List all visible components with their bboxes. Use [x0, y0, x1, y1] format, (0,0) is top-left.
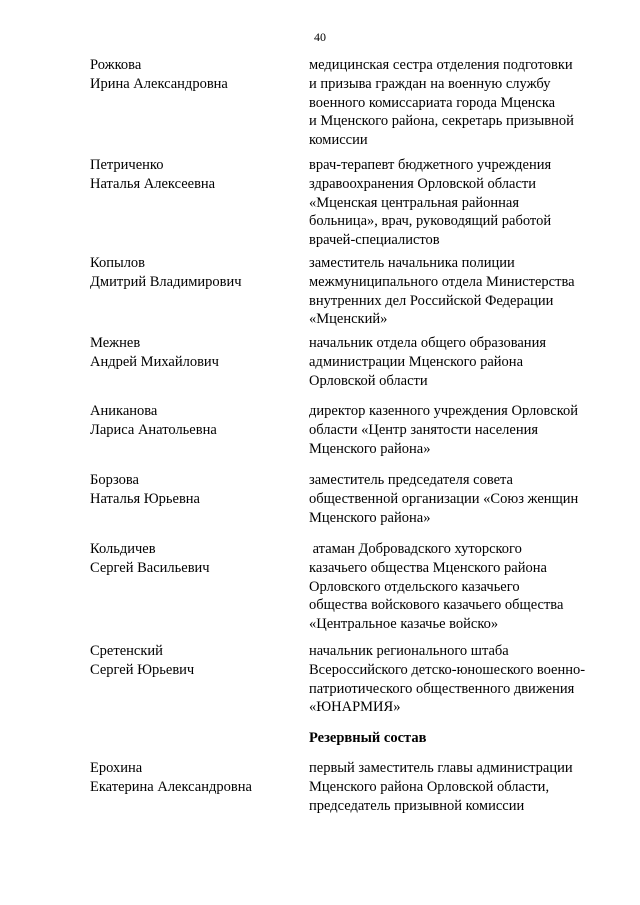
given-names: Сергей Васильевич — [90, 559, 210, 576]
position-line: и призыва граждан на военную службу — [309, 75, 551, 92]
surname: Копылов — [90, 255, 146, 271]
position-line: больница», врач, руководящий работой — [309, 213, 552, 230]
member-position — [309, 402, 578, 458]
position-line: заместитель начальника полиции — [309, 255, 515, 271]
surname: Борзова — [90, 472, 139, 488]
surname: Кольдичев — [90, 541, 156, 557]
member-position — [309, 540, 563, 634]
position-line: «Центральное казачье войско» — [309, 616, 499, 633]
given-names: Лариса Анатольевна — [90, 421, 217, 438]
member-name — [90, 254, 242, 292]
position-line: Орловского отдельского казачьего — [309, 578, 520, 595]
member-name — [90, 156, 215, 194]
member-name — [90, 759, 252, 797]
position-line: председатель призывной комиссии — [309, 797, 525, 814]
surname: Сретенский — [90, 643, 163, 659]
position-line: Всероссийского детско-юношеского военно- — [309, 661, 586, 678]
surname: Аниканова — [90, 403, 158, 419]
position-line: Мценского района» — [309, 440, 431, 457]
member-name — [90, 56, 228, 94]
position-line: врач-терапевт бюджетного учреждения — [309, 157, 552, 173]
given-names: Наталья Юрьевна — [90, 490, 200, 507]
position-line: межмуниципального отдела Министерства — [309, 273, 575, 290]
position-line: здравоохранения Орловской области — [309, 175, 536, 192]
reserve-section-heading: Резервный состав — [309, 730, 427, 746]
member-name — [90, 540, 210, 578]
position-line: «ЮНАРМИЯ» — [309, 699, 401, 716]
position-line: атаман Добровадского хуторского — [309, 541, 522, 557]
member-position — [309, 254, 575, 329]
member-name — [90, 334, 219, 372]
member-name — [90, 402, 217, 440]
member-position — [309, 471, 578, 527]
surname: Ерохина — [90, 760, 143, 776]
position-line: начальник регионального штаба — [309, 643, 509, 659]
given-names: Дмитрий Владимирович — [90, 273, 242, 290]
surname: Рожкова — [90, 57, 142, 73]
given-names: Сергей Юрьевич — [90, 661, 195, 678]
given-names: Екатерина Александровна — [90, 778, 252, 795]
position-line: Мценского района Орловской области, — [309, 778, 550, 795]
member-position — [309, 334, 546, 390]
position-line: общества войскового казачьего общества — [309, 597, 564, 614]
member-position — [309, 56, 574, 150]
position-line: Мценского района» — [309, 509, 431, 526]
position-line: «Мценский» — [309, 311, 388, 328]
position-line: общественной организации «Союз женщин — [309, 490, 579, 507]
member-position — [309, 642, 585, 717]
given-names: Ирина Александровна — [90, 75, 228, 92]
position-line: директор казенного учреждения Орловской — [309, 403, 579, 419]
position-line: военного комиссариата города Мценска — [309, 94, 556, 111]
surname: Петриченко — [90, 157, 164, 173]
position-line: «Мценская центральная районная — [309, 194, 520, 211]
position-line: администрации Мценского района — [309, 353, 524, 370]
position-line: врачей-специалистов — [309, 232, 440, 249]
position-line: заместитель председателя совета — [309, 472, 513, 488]
member-position — [309, 759, 573, 815]
position-line: медицинская сестра отделения подготовки — [309, 57, 573, 73]
position-line: области «Центр занятости населения — [309, 421, 539, 438]
position-line: первый заместитель главы администрации — [309, 760, 573, 776]
given-names: Андрей Михайлович — [90, 353, 219, 370]
surname: Межнев — [90, 335, 141, 351]
position-line: Орловской области — [309, 372, 428, 389]
member-name — [90, 471, 200, 509]
member-position — [309, 156, 551, 250]
position-line: внутренних дел Российской Федерации — [309, 292, 554, 309]
position-line: комиссии — [309, 132, 368, 149]
member-name — [90, 642, 194, 680]
page-number: 40 — [314, 30, 326, 44]
position-line: начальник отдела общего образования — [309, 335, 546, 351]
position-line: казачьего общества Мценского района — [309, 559, 547, 576]
given-names: Наталья Алексеевна — [90, 175, 216, 192]
position-line: патриотического общественного движения — [309, 680, 575, 697]
position-line: и Мценского района, секретарь призывной — [309, 113, 574, 130]
